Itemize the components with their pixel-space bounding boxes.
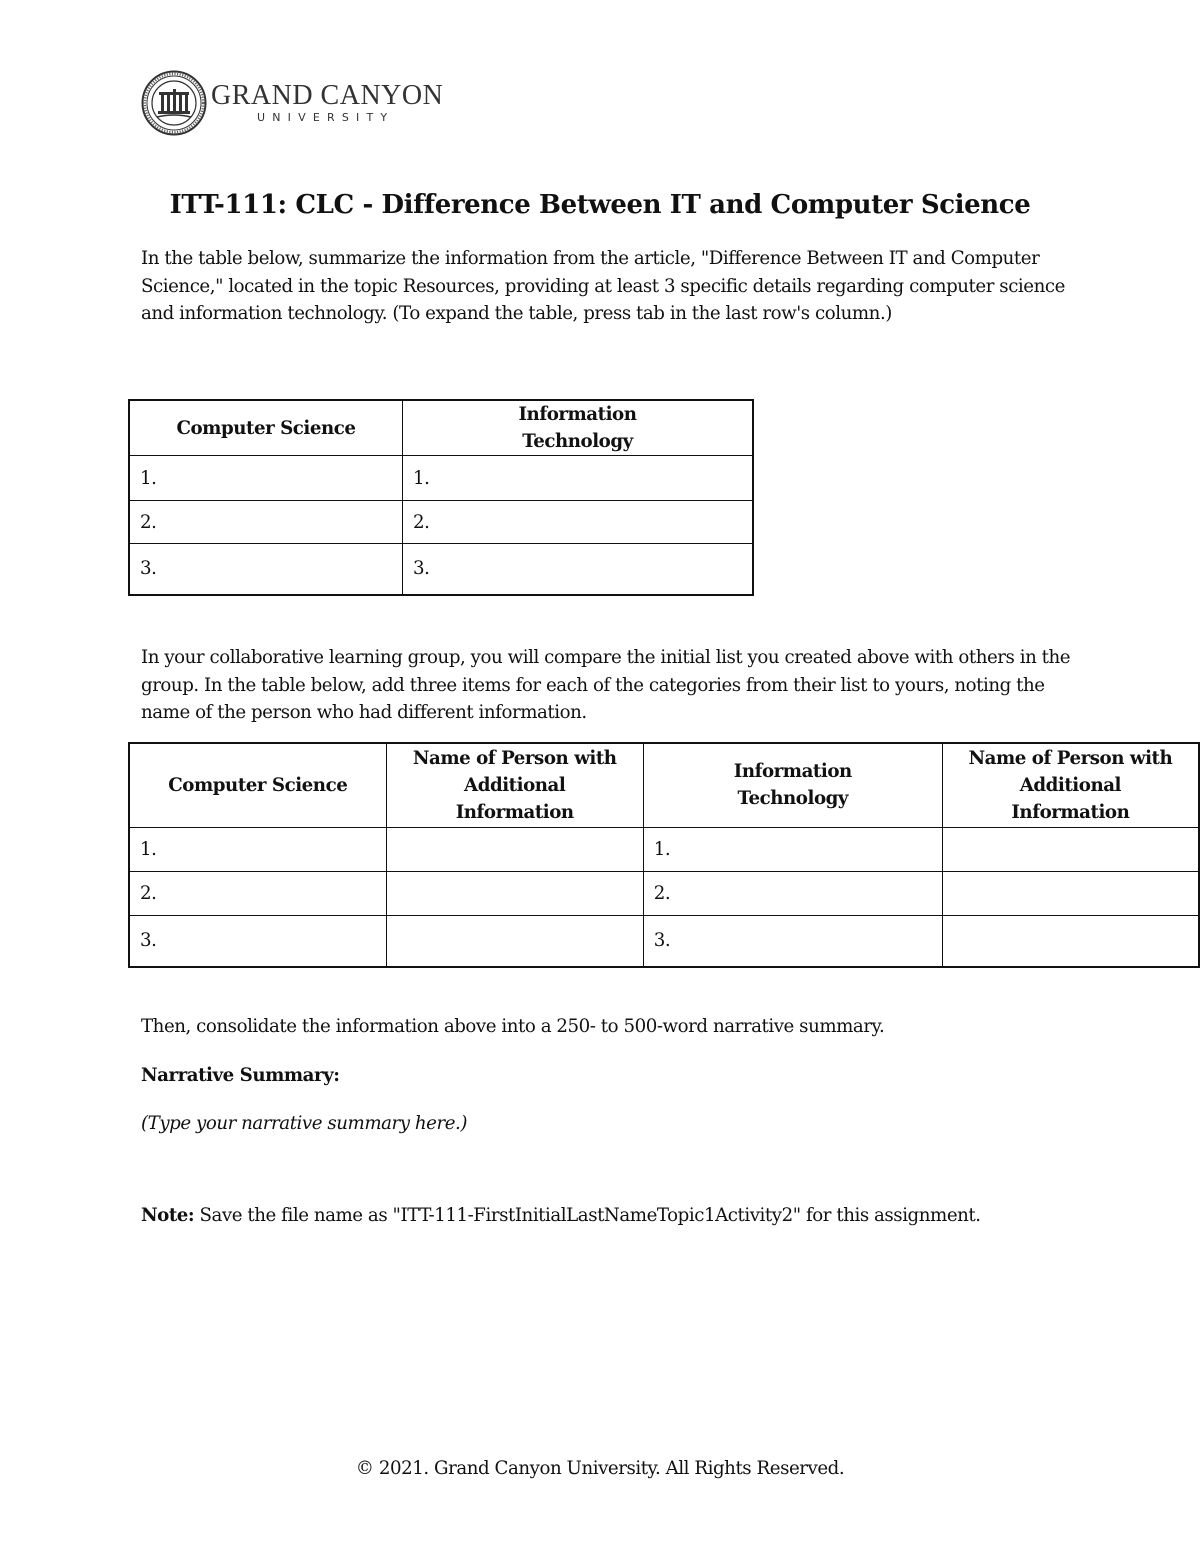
table-cell[interactable] xyxy=(942,827,1199,871)
collaboration-paragraph: In your collaborative learning group, you will compare the initial list you created above with others in the group. In the table below, add three items for each of the categories from their list to yours, noting the name of the person who had different information. xyxy=(141,647,1071,723)
gcu-logo xyxy=(141,70,443,136)
table-cell[interactable] xyxy=(942,915,1199,967)
table-cell[interactable] xyxy=(386,871,643,915)
table-cell[interactable] xyxy=(386,827,643,871)
table-cell[interactable] xyxy=(942,871,1199,915)
table-row xyxy=(129,456,753,501)
header-information-technology: Information Technology xyxy=(643,743,942,827)
table-cell[interactable]: 2. xyxy=(403,501,754,544)
note-label: Note: xyxy=(141,1205,195,1226)
header-information-technology: Information Technology xyxy=(403,400,754,456)
logo-university-subtitle: UNIVERSITY xyxy=(257,111,395,124)
table-cell[interactable] xyxy=(386,915,643,967)
header-computer-science: Computer Science xyxy=(129,400,403,456)
intro-paragraph: In the table below, summarize the information from the article, "Difference Between IT and Computer Science," located in the topic Resources, providing at least 3 specific details regarding computer science and information technology. (To expand the table, press tab in the last row's column.) xyxy=(141,248,1065,324)
narrative-summary-label: Narrative Summary: xyxy=(141,1065,340,1086)
table-row xyxy=(129,827,1199,871)
table-cell[interactable]: 3. xyxy=(129,544,403,595)
table-cell[interactable]: 2. xyxy=(643,871,942,915)
logo-university-name: GRAND CANYON xyxy=(211,80,444,111)
table-cell[interactable]: 2. xyxy=(129,871,386,915)
copyright-footer: © 2021. Grand Canyon University. All Rights Reserved. xyxy=(355,1458,845,1479)
table-cell[interactable]: 3. xyxy=(643,915,942,967)
header-person-additional-info: Name of Person with Additional Information xyxy=(942,743,1199,827)
table-cell[interactable]: 2. xyxy=(129,501,403,544)
table-row xyxy=(129,501,753,544)
narrative-summary-placeholder[interactable]: (Type your narrative summary here.) xyxy=(141,1113,468,1134)
consolidate-paragraph: Then, consolidate the information above into a 250- to 500-word narrative summary. xyxy=(141,1016,885,1037)
table-header-row xyxy=(129,743,1199,827)
table-cell[interactable]: 1. xyxy=(129,827,386,871)
university-seal-icon xyxy=(141,70,207,136)
header-person-additional-info: Name of Person with Additional Information xyxy=(386,743,643,827)
table-cell[interactable]: 1. xyxy=(643,827,942,871)
table-cell[interactable]: 1. xyxy=(129,456,403,501)
table-header-row xyxy=(129,400,753,456)
table-cell[interactable]: 1. xyxy=(403,456,754,501)
summary-table xyxy=(128,399,754,596)
collaboration-table xyxy=(128,742,1200,968)
header-computer-science: Computer Science xyxy=(129,743,386,827)
page-title: ITT-111: CLC - Difference Between IT and Computer Science xyxy=(169,190,1031,220)
table-cell[interactable]: 3. xyxy=(129,915,386,967)
table-row xyxy=(129,915,1199,967)
table-row xyxy=(129,871,1199,915)
table-row xyxy=(129,544,753,595)
table-cell[interactable]: 3. xyxy=(403,544,754,595)
note-paragraph xyxy=(141,1202,1071,1230)
note-text: Save the file name as "ITT-111-FirstInitialLastNameTopic1Activity2" for this assignment. xyxy=(194,1205,981,1226)
